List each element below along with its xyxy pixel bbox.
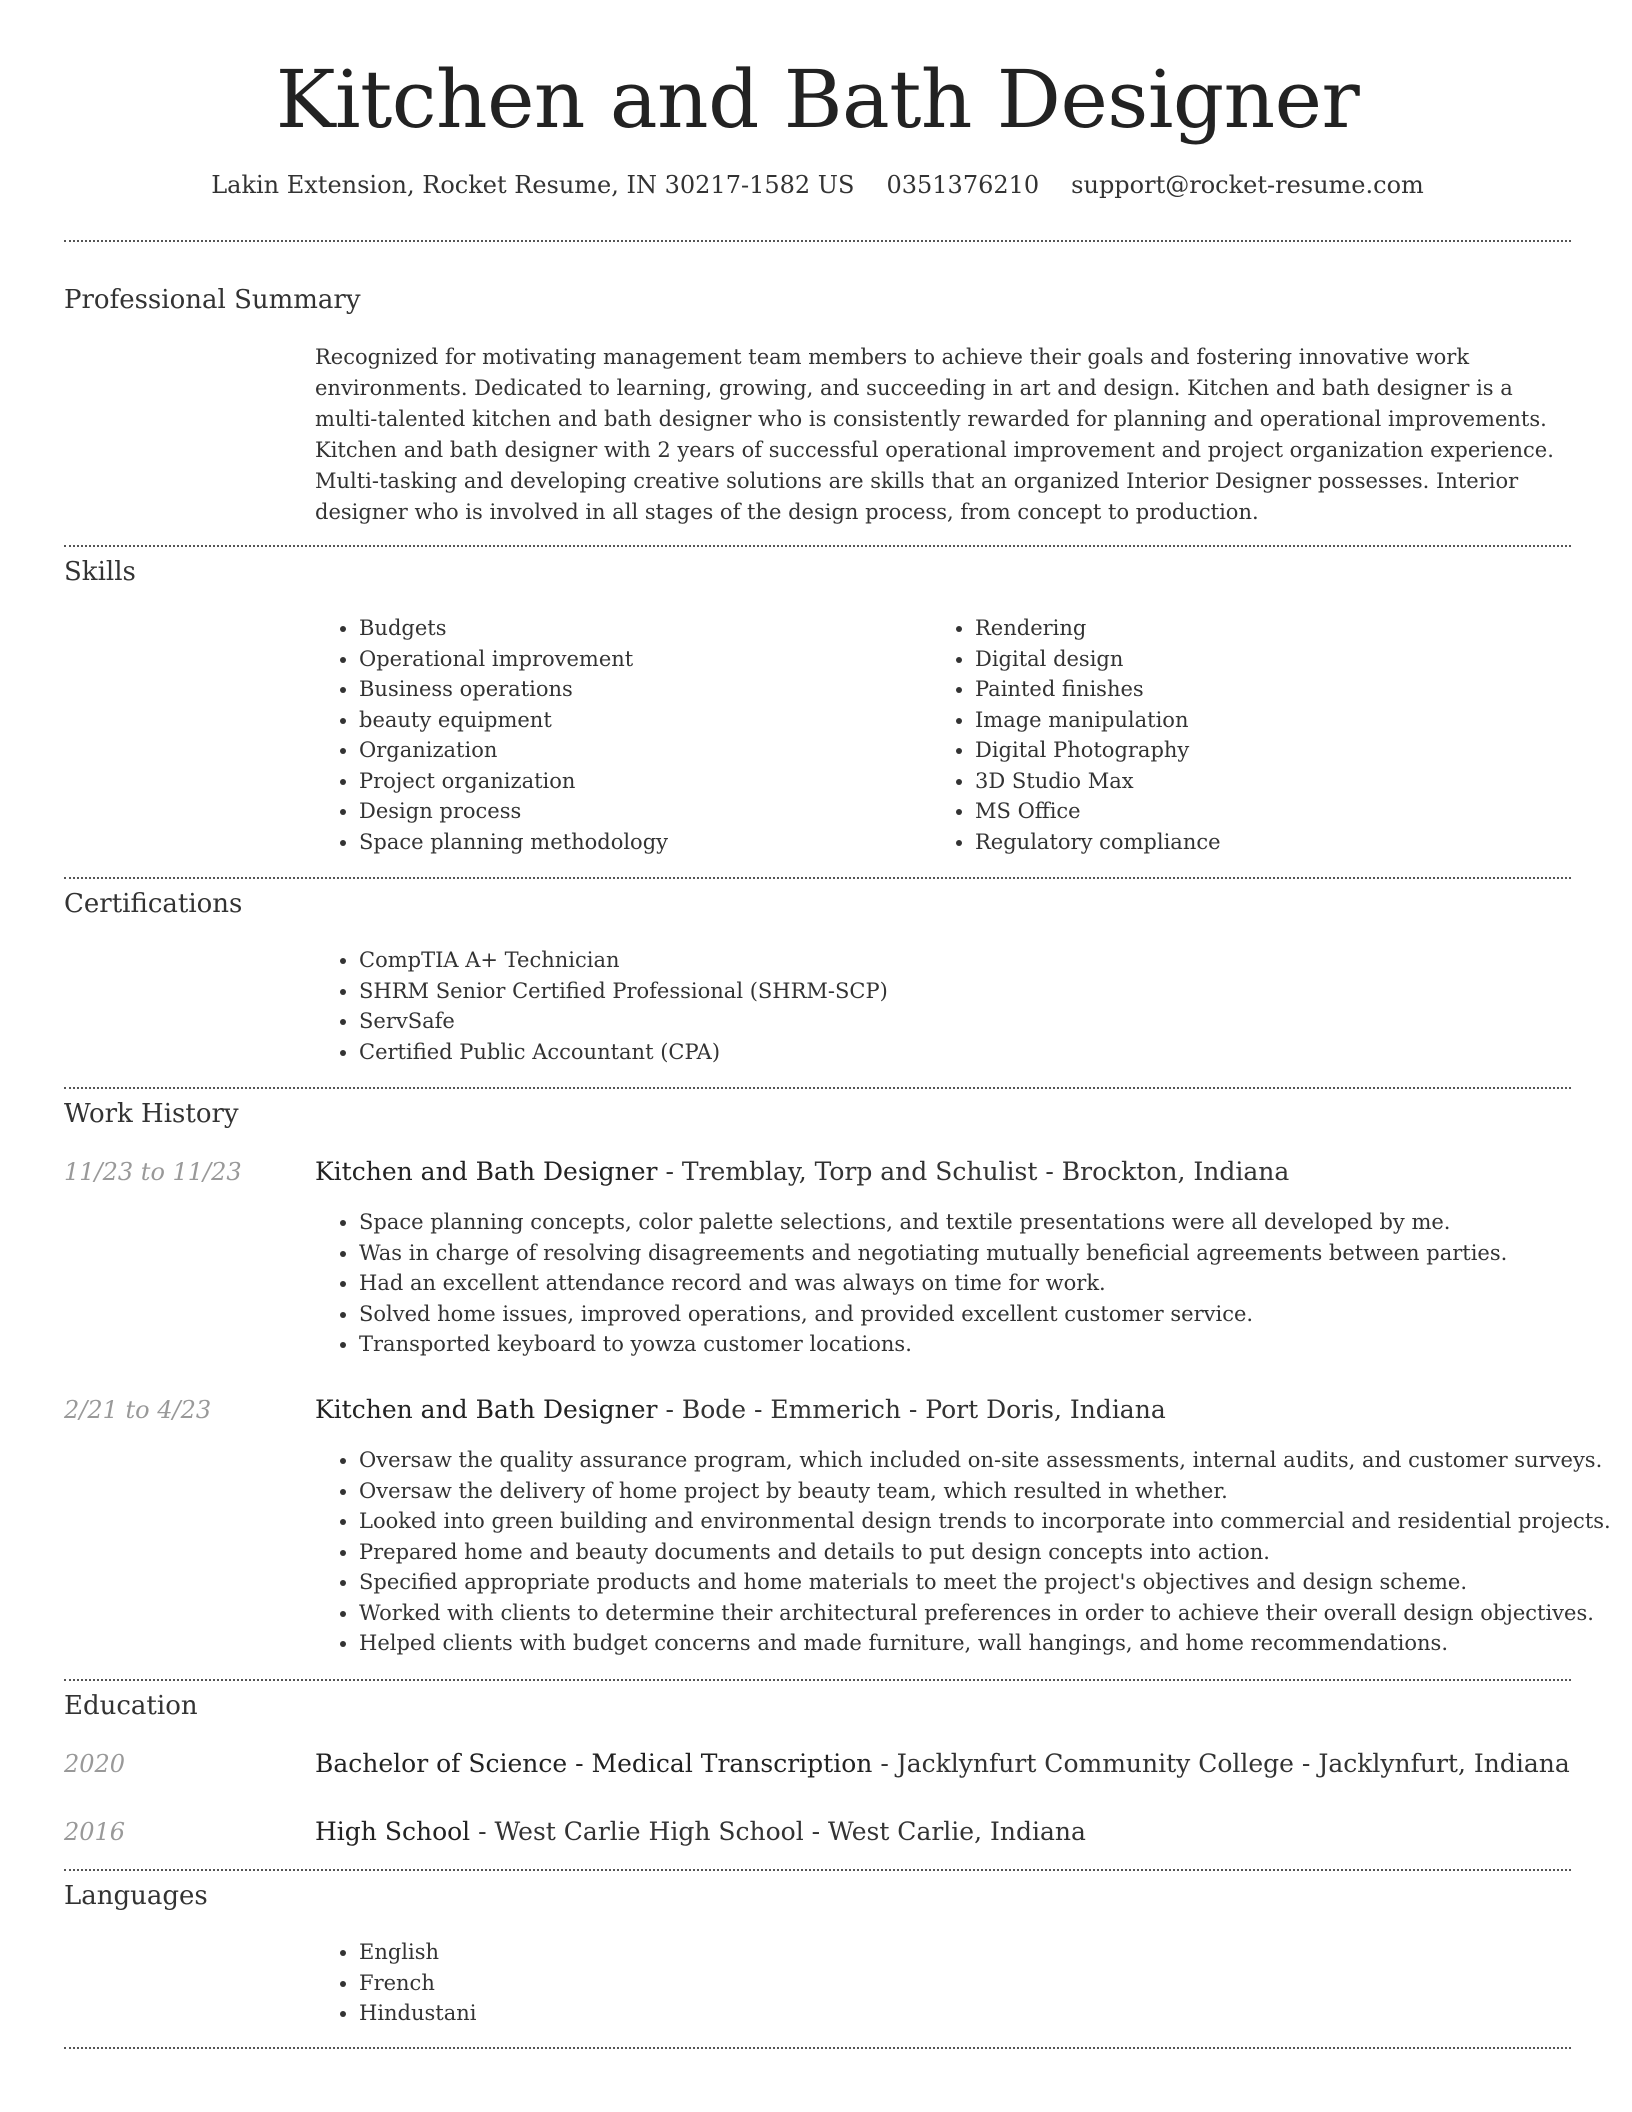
list-item: • Digital design xyxy=(975,644,1535,675)
section-title-languages: Languages xyxy=(64,1881,208,1911)
contact-address: Lakin Extension, Rocket Resume, IN 30217-1582 US xyxy=(211,171,855,199)
list-item: • Specified appropriate products and home materials to meet the project's objectives and design scheme. xyxy=(359,1567,1615,1598)
contact-line xyxy=(64,170,1571,200)
education-degree: Bachelor of Science - Medical Transcription xyxy=(315,1749,873,1778)
certifications-list xyxy=(315,945,1559,1067)
languages-list xyxy=(315,1937,1559,2029)
list-item: • Certified Public Accountant (CPA) xyxy=(359,1037,1559,1068)
education-year: 2016 xyxy=(64,1818,126,1846)
section-title-summary: Professional Summary xyxy=(64,285,361,315)
list-item: • Painted finishes xyxy=(975,674,1535,705)
list-item: • Was in charge of resolving disagreements and negotiating mutually beneficial agreements between parties. xyxy=(359,1238,1615,1269)
section-title-skills: Skills xyxy=(64,557,136,587)
list-item: • Design process xyxy=(359,796,919,827)
divider xyxy=(64,240,1571,242)
list-item: • ServSafe xyxy=(359,1006,1559,1037)
list-item: • MS Office xyxy=(975,796,1535,827)
list-item: • Helped clients with budget concerns and made furniture, wall hangings, and home recommendations. xyxy=(359,1628,1615,1659)
list-item: • Had an excellent attendance record and was always on time for work. xyxy=(359,1268,1615,1299)
list-item: • Regulatory compliance xyxy=(975,827,1535,858)
education-heading xyxy=(315,1816,1086,1848)
list-item: • French xyxy=(359,1968,1559,1999)
job-dates: 11/23 to 11/23 xyxy=(64,1158,242,1186)
list-item: • Transported keyboard to yowza customer locations. xyxy=(359,1329,1615,1360)
divider xyxy=(64,2047,1571,2049)
job-heading xyxy=(315,1156,1289,1188)
list-item: • Oversaw the delivery of home project by beauty team, which resulted in whether. xyxy=(359,1476,1615,1507)
list-item: • Budgets xyxy=(359,613,919,644)
list-item: • Rendering xyxy=(975,613,1535,644)
list-item: • Looked into green building and environmental design trends to incorporate into commercial and residential projects. xyxy=(359,1506,1615,1537)
list-item: • Organization xyxy=(359,735,919,766)
job-title: Kitchen and Bath Designer xyxy=(315,1395,658,1424)
resume-name: Kitchen and Bath Designer xyxy=(275,53,1360,146)
list-item: • Digital Photography xyxy=(975,735,1535,766)
list-item: • Hindustani xyxy=(359,1998,1559,2029)
section-title-certifications: Certifications xyxy=(64,889,243,919)
skills-list-left xyxy=(315,613,919,857)
summary-text: Recognized for motivating management team members to achieve their goals and fostering innovative work environments. Dedicated to learning, growing, and succeeding in art and design. Kitchen and bath designer is a multi-talented kitchen and bath designer who is consistently rewarded for planning and operational improvements. Kitchen and bath designer with 2 years of successful operational improvement and project organization experience. Multi-tasking and developing creative solutions are skills that an organized Interior Designer possesses. Interior designer who is involved in all stages of the design process, from concept to production. xyxy=(315,345,1554,524)
list-item: • Prepared home and beauty documents and details to put design concepts into action. xyxy=(359,1537,1615,1568)
job-details: - Tremblay, Torp and Schulist - Brockton, Indiana xyxy=(657,1157,1290,1186)
list-item: • Image manipulation xyxy=(975,705,1535,736)
contact-phone: 0351376210 xyxy=(886,171,1040,199)
skills-list-right xyxy=(931,613,1535,857)
list-item: • Operational improvement xyxy=(359,644,919,675)
education-details: - Jacklynfurt Community College - Jacklynfurt, Indiana xyxy=(872,1749,1570,1778)
list-item: • Oversaw the quality assurance program, which included on-site assessments, internal audits, and customer surveys. xyxy=(359,1445,1615,1476)
job-title: Kitchen and Bath Designer xyxy=(315,1157,658,1186)
job-dates: 2/21 to 4/23 xyxy=(64,1396,212,1424)
job-details: - Bode - Emmerich - Port Doris, Indiana xyxy=(657,1395,1166,1424)
section-title-education: Education xyxy=(64,1691,198,1721)
list-item: • Space planning concepts, color palette selections, and textile presentations were all developed by me. xyxy=(359,1207,1615,1238)
education-heading xyxy=(315,1748,1570,1780)
job-bullets xyxy=(315,1445,1615,1659)
list-item: • 3D Studio Max xyxy=(975,766,1535,797)
divider xyxy=(64,877,1571,879)
list-item: • SHRM Senior Certified Professional (SHRM-SCP) xyxy=(359,976,1559,1007)
list-item: • Worked with clients to determine their architectural preferences in order to achieve their overall design objectives. xyxy=(359,1598,1615,1629)
education-details: - West Carlie High School - West Carlie, Indiana xyxy=(470,1817,1086,1846)
education-degree: High School xyxy=(315,1817,471,1846)
divider xyxy=(64,1087,1571,1089)
section-title-work: Work History xyxy=(64,1099,239,1129)
list-item: • CompTIA A+ Technician xyxy=(359,945,1559,976)
list-item: • Project organization xyxy=(359,766,919,797)
list-item: • Space planning methodology xyxy=(359,827,919,858)
list-item: • English xyxy=(359,1937,1559,1968)
divider xyxy=(64,545,1571,547)
contact-email: support@rocket-resume.com xyxy=(1071,171,1424,199)
job-heading xyxy=(315,1394,1166,1426)
job-bullets xyxy=(315,1207,1615,1360)
list-item: • Business operations xyxy=(359,674,919,705)
education-year: 2020 xyxy=(64,1750,126,1778)
list-item: • Solved home issues, improved operations, and provided excellent customer service. xyxy=(359,1299,1615,1330)
list-item: • beauty equipment xyxy=(359,705,919,736)
divider xyxy=(64,1869,1571,1871)
divider xyxy=(64,1679,1571,1681)
